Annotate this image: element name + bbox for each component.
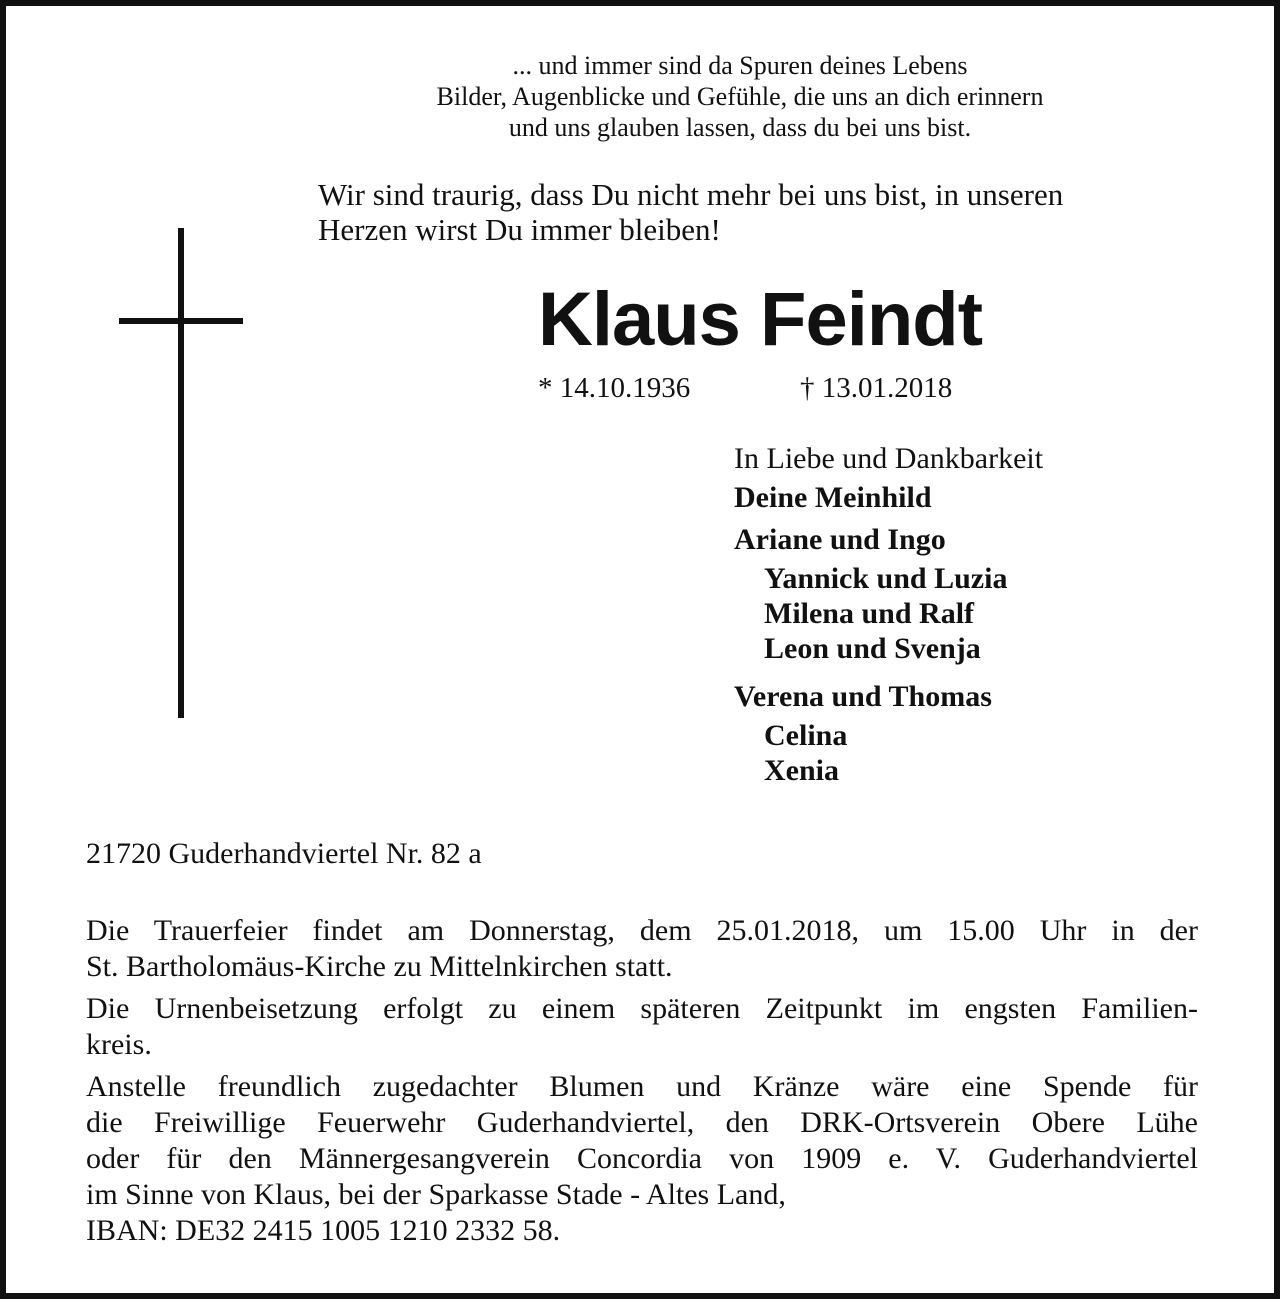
family-member: Celina (764, 719, 848, 752)
address: 21720 Guderhandviertel Nr. 82 a (86, 837, 482, 870)
intro-line: Wir sind traurig, dass Du nicht mehr bei uns bist, in unseren (318, 177, 1064, 212)
urn-line: Die Urnenbeisetzung erfolgt zu einem späteren Zeitpunkt im engsten Familien- (86, 992, 1198, 1025)
donation-line: im Sinne von Klaus, bei der Sparkasse Stade - Altes Land, (86, 1178, 786, 1211)
poem-line: Bilder, Augenblicke und Gefühle, die uns an dich erinnern (436, 82, 1044, 111)
ceremony-line: St. Bartholomäus-Kirche zu Mittelnkirchen statt. (86, 950, 673, 983)
poem-line: ... und immer sind da Spuren deines Lebens (512, 51, 968, 80)
donation-line: Anstelle freundlich zugedachter Blumen und Kränze wäre eine Spende für (86, 1070, 1198, 1103)
urn-line: kreis. (86, 1028, 152, 1061)
family-member: Leon und Svenja (764, 632, 981, 665)
closing-line: In Liebe und Dankbarkeit (734, 442, 1044, 475)
family-member: Milena und Ralf (764, 597, 975, 630)
donation-line: oder für den Männergesangverein Concordia von 1909 e. V. Guderhandviertel (86, 1142, 1198, 1175)
birth-date: * 14.10.1936 (538, 372, 691, 404)
donation-line: IBAN: DE32 2415 1005 1210 2332 58. (86, 1214, 561, 1247)
family-member: Ariane und Ingo (734, 523, 946, 556)
family-member: Xenia (764, 754, 839, 787)
poem-line: und uns glauben lassen, dass du bei uns bist. (508, 113, 972, 142)
family-member: Yannick und Luzia (764, 562, 1008, 595)
donation-line: die Freiwillige Feuerwehr Guderhandviertel, den DRK-Ortsverein Obere Lühe (86, 1106, 1198, 1139)
memorial-poem (300, 50, 1180, 143)
funeral-details (86, 907, 1198, 1255)
intro-line: Herzen wirst Du immer bleiben! (318, 212, 721, 247)
cross-icon-bar (119, 318, 243, 324)
ceremony-line: Die Trauerfeier findet am Donnerstag, dem 25.01.2018, um 15.00 Uhr in der (86, 914, 1198, 947)
family-member: Verena und Thomas (734, 680, 992, 713)
cross-icon (178, 228, 184, 718)
family-member: Deine Meinhild (734, 481, 932, 514)
deceased-name: Klaus Feindt (537, 277, 983, 362)
intro-text (318, 177, 1218, 247)
death-date: † 13.01.2018 (800, 372, 953, 404)
family-signature (734, 441, 1194, 788)
